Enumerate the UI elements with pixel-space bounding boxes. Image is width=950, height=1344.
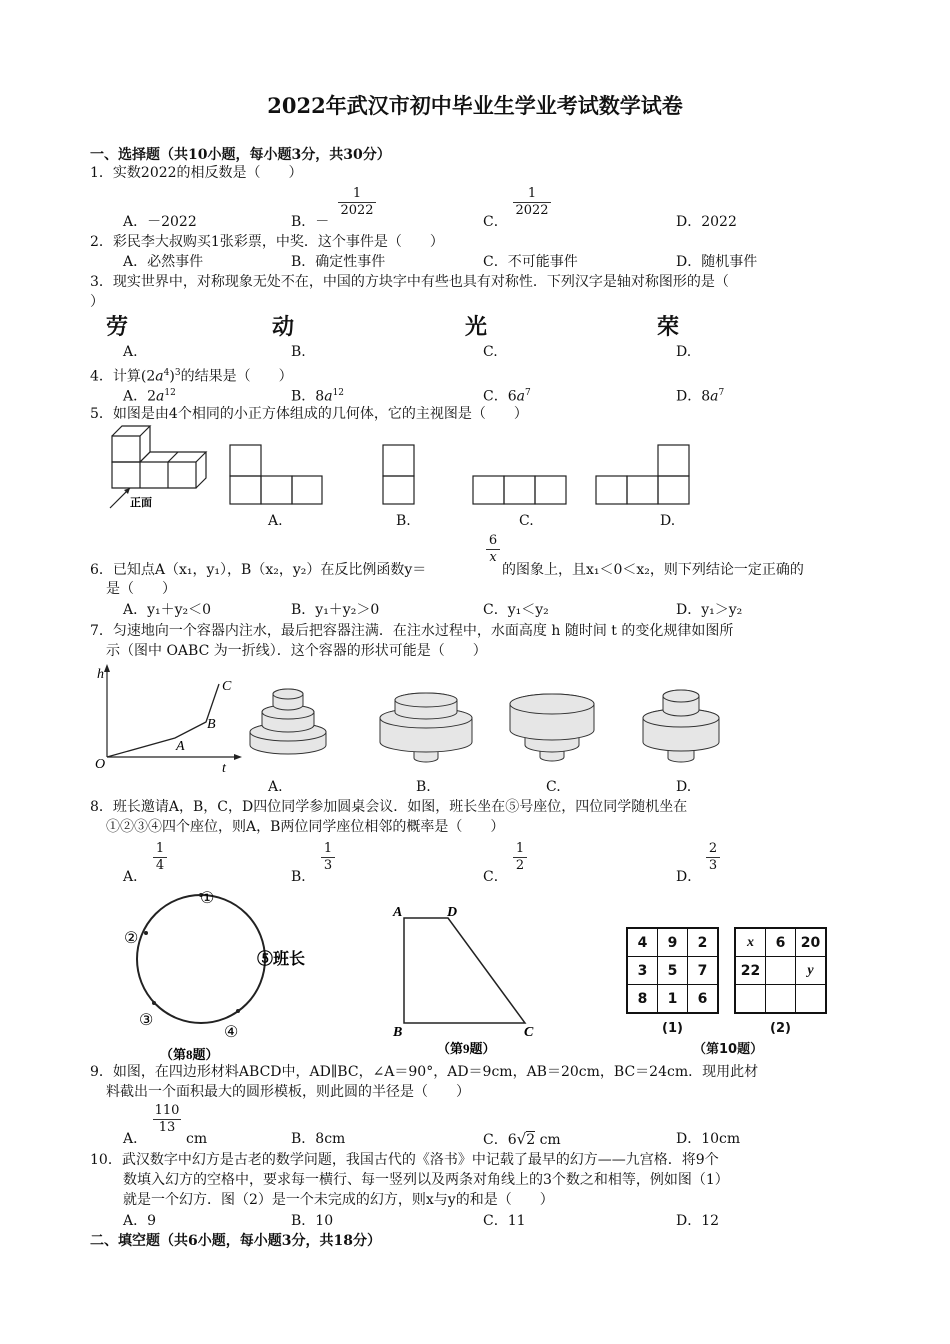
origin-label: O: [95, 757, 106, 772]
cell: 20: [796, 928, 827, 957]
q7-option-b[interactable]: B.: [416, 779, 431, 795]
q7-figures: [0, 660, 950, 780]
q9-stem: 9．如图，在四边形材料ABCD中，AD∥BC，∠A＝90°，AD＝9cm，AB＝20cm，BC＝24cm．现用此材: [90, 1064, 759, 1080]
cell: 2: [688, 928, 719, 957]
cell: 9: [658, 928, 688, 957]
q6-stem: 6．已知点A（x₁，y₁），B（x₂，y₂）在反比例函数y＝: [90, 562, 427, 578]
q2-stem: 2．彩民李大叔购买1张彩票，中奖．这个事件是（ ）: [90, 234, 444, 250]
q5-solid: [112, 426, 206, 488]
q3-char-b: 动: [272, 315, 295, 340]
fig9-trapezoid: [392, 905, 534, 1056]
q10-stem-end: 就是一个幻方．图（2）是一个未完成的幻方，则x与y的和是（ ）: [123, 1192, 554, 1208]
q2-option-c[interactable]: C．不可能事件: [483, 254, 578, 270]
q8-d-fraction: 2 3: [706, 841, 720, 874]
axis-t: t: [222, 761, 226, 776]
fig9-caption: （第9题）: [437, 1041, 496, 1056]
seat-3: ③: [139, 1012, 154, 1029]
vertex-b: B: [393, 1025, 403, 1040]
q4-option-b[interactable]: B．$8a^{12}$: [291, 388, 345, 405]
q7-stem: 7．匀速地向一个容器内注水，最后把容器注满．在注水过程中，水面高度 h 随时间 t 的变化规律如图所: [90, 623, 734, 639]
q3-option-d[interactable]: D.: [676, 344, 692, 360]
seat-4: ④: [224, 1024, 239, 1041]
q7-option-d[interactable]: D.: [676, 779, 692, 795]
cell: [766, 957, 796, 985]
q8-c-fraction: 1 2: [513, 841, 527, 874]
q1-c-fraction: 1 2022: [513, 186, 551, 219]
q3-option-c[interactable]: C.: [483, 344, 498, 360]
cell: [796, 985, 827, 1014]
q3-char-d: 荣: [657, 315, 680, 340]
q1-b-fraction: 1 2022: [338, 186, 376, 219]
q7-container-a: [250, 689, 326, 754]
q4-option-c[interactable]: C．$6a^7$: [483, 388, 531, 405]
q8-stem-cont: ①②③④四个座位，则A，B两位同学座位相邻的概率是（ ）: [106, 819, 505, 835]
cell: 6: [766, 928, 796, 957]
q8-option-d[interactable]: D．: [676, 869, 702, 885]
q8-option-b[interactable]: B．: [291, 869, 316, 885]
q2-option-a[interactable]: A．必然事件: [123, 254, 204, 270]
cell: y: [796, 957, 827, 985]
page-title: 2022年武汉市初中毕业生学业考试数学试卷: [267, 93, 683, 118]
q1-option-a[interactable]: A．－2022: [123, 214, 197, 230]
vertex-c: C: [524, 1025, 534, 1040]
cell: [766, 985, 796, 1014]
fig8-round-table: [124, 890, 305, 1062]
q5-option-d[interactable]: D.: [660, 513, 676, 529]
cell: x: [735, 928, 766, 957]
cell: 4: [627, 928, 658, 957]
magic-square-2: [734, 927, 827, 1014]
vertex-d: D: [447, 905, 458, 920]
q1-option-c[interactable]: C．: [483, 214, 508, 230]
cell: 22: [735, 957, 766, 985]
q8-stem: 8．班长邀请A，B，C，D四位同学参加圆桌会议．如图，班长坐在⑤号座位，四位同学随机坐在: [90, 799, 688, 815]
q9-option-d[interactable]: D．10cm: [676, 1131, 741, 1147]
q6-stem-end: 是（ ）: [106, 581, 176, 597]
q5-view-c: [473, 476, 566, 504]
q7-container-b: [380, 693, 472, 762]
q1-stem: 1．实数2022的相反数是（ ）: [90, 165, 303, 181]
q4-option-d[interactable]: D．$8a^7$: [676, 388, 725, 405]
q10-option-a[interactable]: A．9: [123, 1213, 157, 1229]
q7-option-c[interactable]: C.: [546, 779, 561, 795]
q10-option-b[interactable]: B．10: [291, 1213, 334, 1229]
q6-option-d[interactable]: D．y₁＞y₂: [676, 602, 743, 618]
q6-fraction: 6 x: [486, 533, 500, 566]
cell: 3: [627, 957, 658, 985]
q8-option-a[interactable]: A．: [123, 869, 148, 885]
q8-a-fraction: 1 4: [153, 841, 167, 874]
q1-option-d[interactable]: D．2022: [676, 214, 737, 230]
seat-5-monitor: ⑤班长: [257, 951, 306, 968]
q5-view-a: [230, 445, 322, 504]
q1-option-b[interactable]: B．－: [291, 214, 330, 230]
q3-char-a: 劳: [106, 315, 129, 340]
fig8-caption: （第8题）: [160, 1047, 219, 1062]
q5-stem: 5．如图是由4个相同的小正方体组成的几何体，它的主视图是（ ）: [90, 406, 528, 422]
q4-stem: 4．计算$(2a^4)^3$的结果是（ ）: [90, 368, 293, 385]
q8-option-c[interactable]: C．: [483, 869, 508, 885]
q7-container-d: [643, 690, 719, 762]
q2-option-d[interactable]: D．随机事件: [676, 254, 758, 270]
q3-option-b[interactable]: B.: [291, 344, 306, 360]
q5-option-c[interactable]: C.: [519, 513, 534, 529]
front-label: 正面: [130, 497, 152, 509]
q7-option-a[interactable]: A.: [268, 779, 283, 795]
q9-stem-cont: 料截出一个面积最大的圆形模板，则此圆的半径是（ ）: [106, 1084, 470, 1100]
cell: [735, 985, 766, 1014]
fig10-label-2: (2): [770, 1021, 791, 1036]
q3-stem-end: ）: [90, 294, 104, 310]
q7-container-c: [510, 694, 594, 761]
q9-a-fraction: 110 13: [154, 1103, 180, 1135]
axis-h: h: [97, 667, 104, 682]
q10-option-d[interactable]: D．12: [676, 1213, 720, 1229]
q5-option-b[interactable]: B.: [396, 513, 411, 529]
point-c: C: [222, 679, 232, 694]
q6-option-c[interactable]: C．y₁＜y₂: [483, 602, 549, 618]
fig10-caption: （第10题）: [693, 1042, 764, 1057]
q9-option-a[interactable]: A．: [123, 1131, 148, 1147]
q5-option-a[interactable]: A.: [268, 513, 283, 529]
section-heading: 一、选择题（共10小题，每小题3分，共30分）: [90, 147, 391, 163]
q7-stem-cont: 示（图中 OABC 为一折线）．这个容器的形状可能是（ ）: [106, 643, 487, 659]
magic-square-1: [626, 927, 719, 1014]
q6-option-a[interactable]: A．y₁＋y₂＜0: [123, 602, 212, 618]
seat-2: ②: [124, 930, 139, 947]
q5-figures: [0, 420, 950, 550]
q3-char-c: 光: [465, 315, 488, 340]
q5-view-d: [596, 445, 689, 504]
q6-stem-cont: 的图象上，且x₁＜0＜x₂，则下列结论一定正确的: [502, 562, 804, 578]
cell: 6: [688, 985, 719, 1014]
point-a: A: [176, 739, 185, 754]
cell: 8: [627, 985, 658, 1014]
q6-option-b[interactable]: B．y₁＋y₂＞0: [291, 602, 380, 618]
q10-option-c[interactable]: C．11: [483, 1213, 526, 1229]
seat-1: ①: [200, 890, 215, 907]
q3-stem: 3．现实世界中，对称现象无处不在，中国的方块字中有些也具有对称性．下列汉字是轴对称图形的是（: [90, 274, 729, 290]
q5-view-b: [383, 445, 414, 504]
q7-graph: [95, 664, 242, 776]
q9-option-c[interactable]: C．6√2 cm: [483, 1130, 561, 1148]
q9-a-unit: cm: [186, 1131, 208, 1147]
cell: 1: [658, 985, 688, 1014]
q10-stem-cont: 数填入幻方的空格中，要求每一横行、每一竖列以及两条对角线上的3个数之和相等，例如图（1）: [123, 1172, 729, 1188]
q9-option-b[interactable]: B．8cm: [291, 1131, 346, 1147]
q10-stem: 10．武汉数字中幻方是古老的数学问题，我国古代的《洛书》中记载了最早的幻方——九宫格．将9个: [90, 1152, 719, 1168]
vertex-a: A: [393, 905, 403, 920]
section-heading-2: 二、填空题（共6小题，每小题3分，共18分）: [90, 1233, 381, 1249]
fig10-label-1: (1): [662, 1021, 683, 1036]
q8-b-fraction: 1 3: [321, 841, 335, 874]
q2-option-b[interactable]: B．确定性事件: [291, 254, 386, 270]
point-b: B: [207, 717, 216, 732]
cell: 5: [658, 957, 688, 985]
q3-option-a[interactable]: A.: [123, 344, 138, 360]
cell: 7: [688, 957, 719, 985]
q4-option-a[interactable]: A．$2a^{12}$: [123, 388, 176, 405]
